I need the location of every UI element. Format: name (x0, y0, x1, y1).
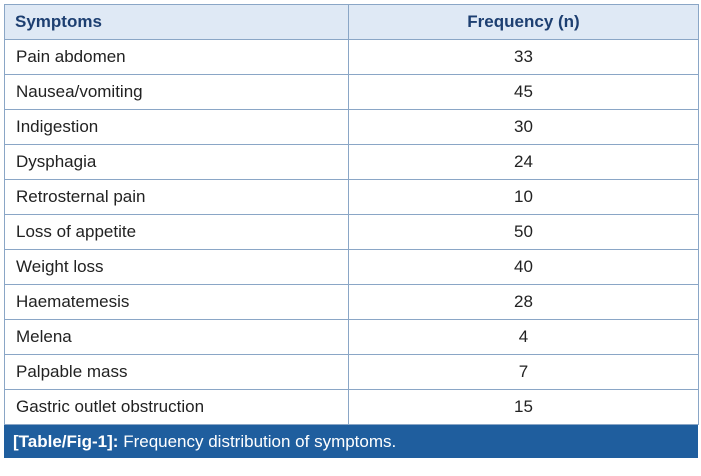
table-row (5, 180, 699, 215)
table-row (5, 215, 699, 250)
symptom-cell: Haematemesis (5, 285, 349, 320)
symptom-cell: Melena (5, 320, 349, 355)
table-row (5, 110, 699, 145)
caption-reference: [Table/Fig-1]: (13, 432, 119, 451)
symptom-cell: Pain abdomen (5, 40, 349, 75)
table-figure (4, 4, 698, 458)
header-frequency: Frequency (n) (349, 5, 699, 40)
symptom-cell: Dysphagia (5, 145, 349, 180)
table-row (5, 320, 699, 355)
frequency-cell: 50 (349, 215, 699, 250)
table-row (5, 285, 699, 320)
frequency-cell: 10 (349, 180, 699, 215)
frequency-cell: 40 (349, 250, 699, 285)
frequency-cell: 28 (349, 285, 699, 320)
symptom-cell: Retrosternal pain (5, 180, 349, 215)
frequency-cell: 33 (349, 40, 699, 75)
symptom-cell: Weight loss (5, 250, 349, 285)
header-row (5, 5, 699, 40)
frequency-cell: 15 (349, 390, 699, 425)
table-row (5, 250, 699, 285)
symptom-cell: Palpable mass (5, 355, 349, 390)
symptom-cell: Indigestion (5, 110, 349, 145)
table-row (5, 390, 699, 425)
symptom-cell: Gastric outlet obstruction (5, 390, 349, 425)
frequency-cell: 4 (349, 320, 699, 355)
frequency-cell: 24 (349, 145, 699, 180)
table-caption (4, 425, 698, 458)
table-row (5, 355, 699, 390)
frequency-cell: 30 (349, 110, 699, 145)
table-row (5, 145, 699, 180)
frequency-cell: 7 (349, 355, 699, 390)
header-symptoms: Symptoms (5, 5, 349, 40)
symptom-cell: Loss of appetite (5, 215, 349, 250)
frequency-cell: 45 (349, 75, 699, 110)
caption-text: Frequency distribution of symptoms. (123, 432, 397, 451)
symptoms-table (4, 4, 699, 425)
table-row (5, 75, 699, 110)
symptom-cell: Nausea/vomiting (5, 75, 349, 110)
table-row (5, 40, 699, 75)
